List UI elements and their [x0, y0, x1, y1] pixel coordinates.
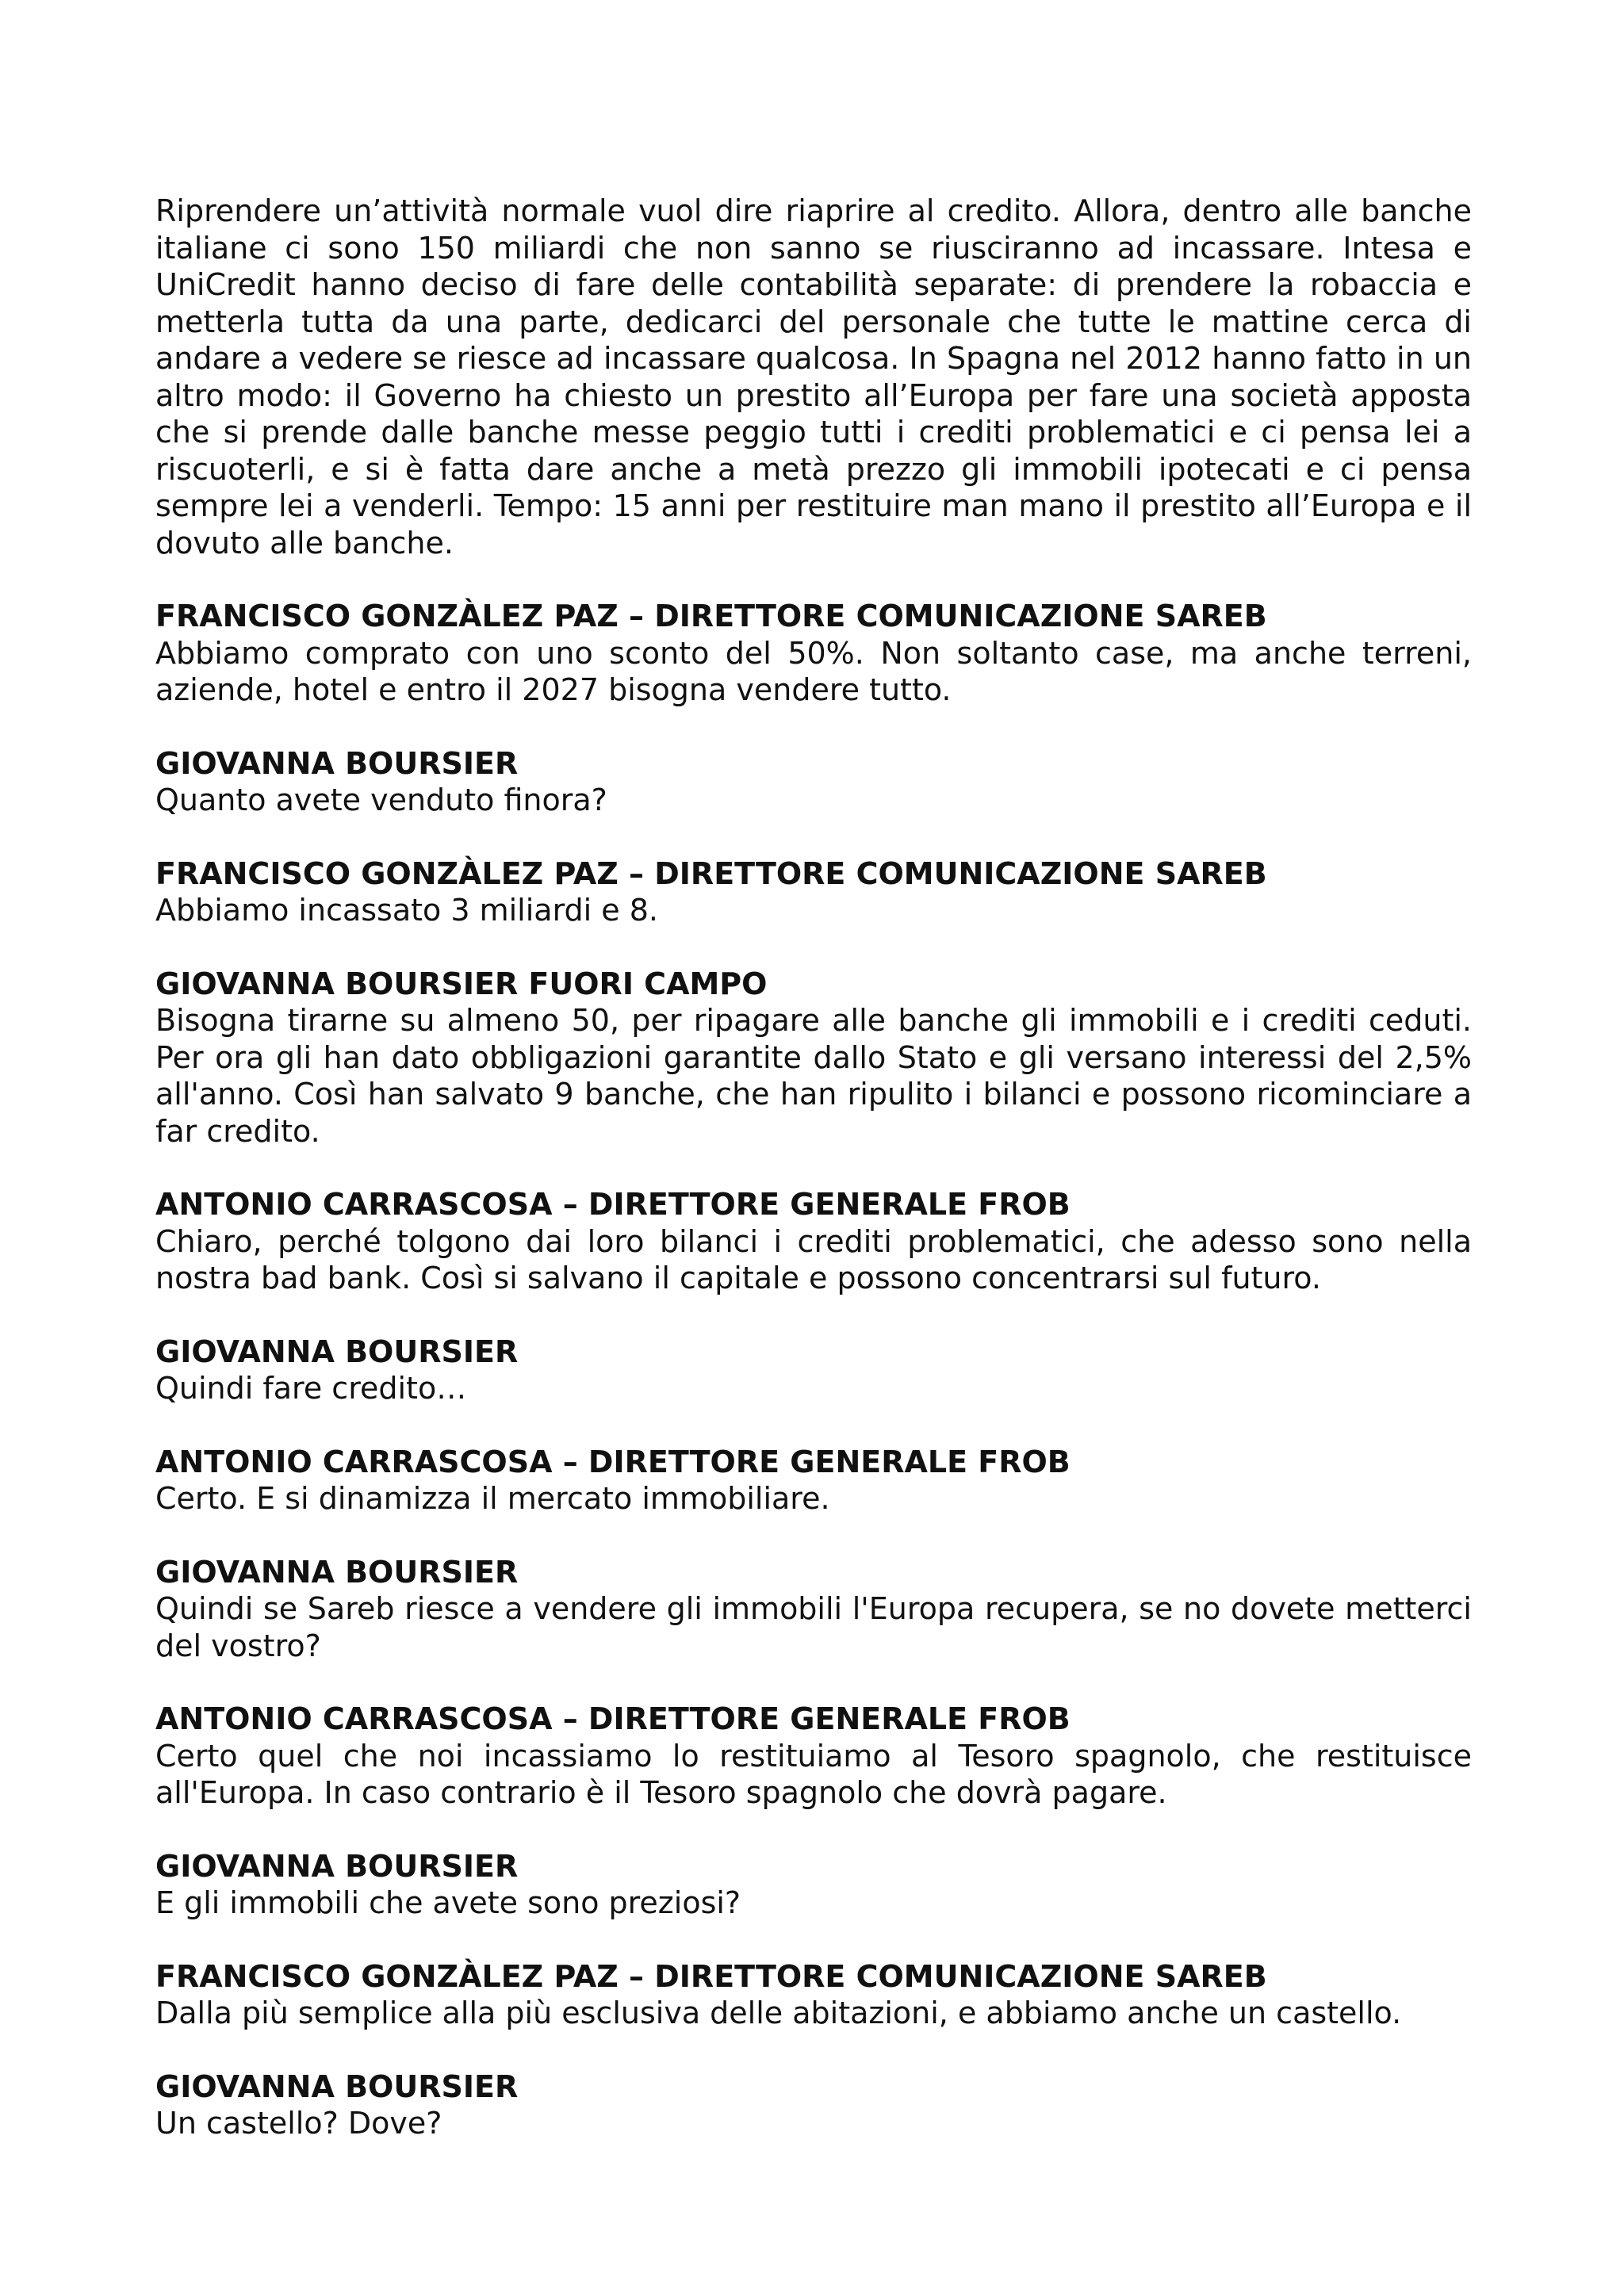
speech-text: Bisogna tirarne su almeno 50, per ripagare alle banche gli immobili e i crediti ceduti. Per ora gli han dato obbligazioni garantite dallo Stato e gli versano interessi del 2,5% all'anno. Così han salvato 9 banche, che han ripulito i bilanci e possono ricominciare a far credito.: [155, 1003, 1472, 1149]
speech-text: Chiaro, perché tolgono dai loro bilanci i crediti problematici, che adesso sono nella nostra bad bank. Così si salvano il capitale e possono concentrarsi sul futuro.: [155, 1223, 1472, 1295]
speech-text: Quanto avete venduto finora?: [155, 783, 607, 817]
dialogue-block: [155, 1334, 1472, 1407]
speech-text: Quindi se Sareb riesce a vendere gli immobili l'Europa recupera, se no dovete metterci del vostro?: [155, 1591, 1472, 1663]
dialogue-block: [155, 1701, 1472, 1812]
dialogue-block: [155, 855, 1472, 929]
dialogue-block: [155, 1848, 1472, 1922]
dialogue-block: [155, 1444, 1472, 1517]
speaker-name: GIOVANNA BOURSIER: [155, 745, 519, 781]
dialogue-block: [155, 1958, 1472, 2032]
speaker-name: FRANCISCO GONZÀLEZ PAZ – DIRETTORE COMUNICAZIONE SAREB: [155, 1958, 1267, 1994]
speech-text: Certo quel che noi incassiamo lo restituiamo al Tesoro spagnolo, che restituisce all'Europa. In caso contrario è il Tesoro spagnolo che dovrà pagare.: [155, 1738, 1472, 1810]
transcript-page: [155, 193, 1472, 2142]
speaker-name: ANTONIO CARRASCOSA – DIRETTORE GENERALE FROB: [155, 1701, 1071, 1736]
speech-text: Quindi fare credito…: [155, 1371, 467, 1406]
speaker-name: GIOVANNA BOURSIER: [155, 2068, 519, 2104]
speaker-name: ANTONIO CARRASCOSA – DIRETTORE GENERALE FROB: [155, 1444, 1071, 1479]
speech-text: Dalla più semplice alla più esclusiva delle abitazioni, e abbiamo anche un castello.: [155, 1996, 1402, 2030]
speaker-name: FRANCISCO GONZÀLEZ PAZ – DIRETTORE COMUNICAZIONE SAREB: [155, 855, 1267, 891]
dialogue-block: [155, 2068, 1472, 2142]
dialogue-block: [155, 1554, 1472, 1665]
speech-text: Certo. E si dinamizza il mercato immobiliare.: [155, 1481, 830, 1516]
dialogue-block: [155, 1186, 1472, 1297]
dialogue-block: [155, 598, 1472, 709]
speech-text: Abbiamo comprato con uno sconto del 50%. Non soltanto case, ma anche terreni, aziende, hotel e entro il 2027 bisogna vendere tutto.: [155, 635, 1472, 707]
speech-text: Abbiamo incassato 3 miliardi e 8.: [155, 893, 659, 928]
dialogue-block: [155, 966, 1472, 1150]
speaker-name: GIOVANNA BOURSIER: [155, 1554, 519, 1590]
intro-paragraph: Riprendere un’attività normale vuol dire riaprire al credito. Allora, dentro alle banche italiane ci sono 150 miliardi che non sanno se riusciranno ad incassare. Intesa e UniCredit hanno deciso di fare delle contabilità separate: di prendere la robaccia e metterla tutta da una parte, dedicarci del personale che tutte le mattine cerca di andare a vedere se riesce ad incassare qualcosa. In Spagna nel 2012 hanno fatto in un altro modo: il Governo ha chiesto un prestito all’Europa per fare una società apposta che si prende dalle banche messe peggio tutti i crediti problematici e ci pensa lei a riscuoterli, e si è fatta dare anche a metà prezzo gli immobili ipotecati e ci pensa sempre lei a venderli. Tempo: 15 anni per restituire man mano il prestito all’Europa e il dovuto alle banche.: [155, 193, 1472, 561]
speaker-name: FRANCISCO GONZÀLEZ PAZ – DIRETTORE COMUNICAZIONE SAREB: [155, 599, 1267, 633]
speaker-name: GIOVANNA BOURSIER: [155, 1334, 519, 1369]
speech-text: E gli immobili che avete sono preziosi?: [155, 1885, 741, 1920]
speaker-name: GIOVANNA BOURSIER: [155, 1848, 519, 1884]
speaker-name: ANTONIO CARRASCOSA – DIRETTORE GENERALE FROB: [155, 1187, 1071, 1222]
dialogue-block: [155, 745, 1472, 819]
speech-text: Un castello? Dove?: [155, 2106, 442, 2141]
speaker-name: GIOVANNA BOURSIER FUORI CAMPO: [155, 966, 768, 1001]
